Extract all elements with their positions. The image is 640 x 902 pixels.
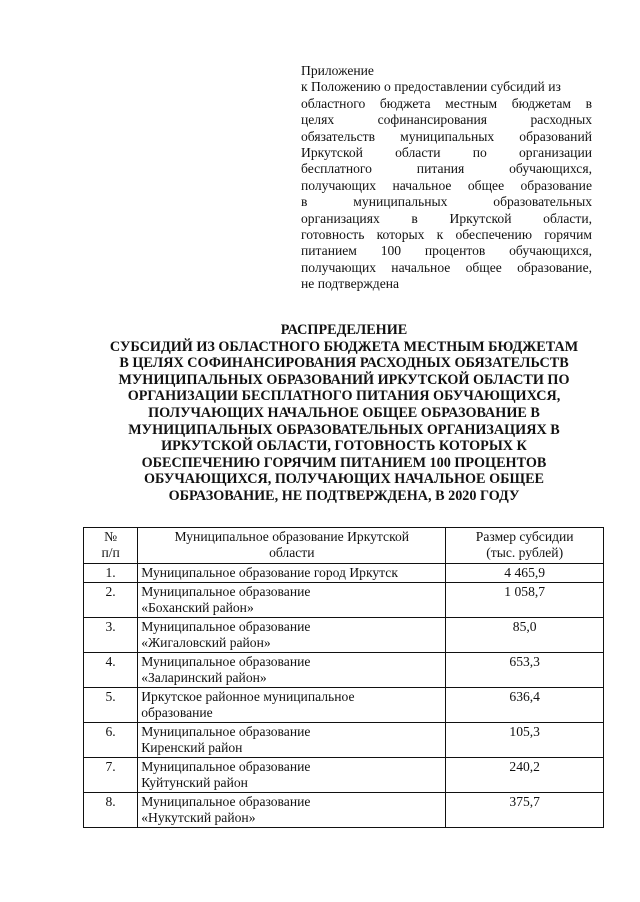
table-row xyxy=(84,722,604,757)
header-number: № п/п xyxy=(84,528,138,564)
row-subsidy-amount: 375,7 xyxy=(446,792,604,827)
appendix-line: Иркутской области по организации xyxy=(301,145,592,161)
appendix-line: получающих начальное общее образование xyxy=(301,177,592,193)
appendix-line: не подтверждена xyxy=(301,276,400,292)
appendix-line: организациях в Иркутской области, xyxy=(301,210,592,226)
appendix-reference xyxy=(301,63,592,293)
row-municipality: Иркутское районное муниципальное образование xyxy=(138,687,446,722)
table-row xyxy=(84,564,604,583)
appendix-line: питанием 100 процентов обучающихся, xyxy=(301,243,592,259)
title-line: ИРКУТСКОЙ ОБЛАСТИ, ГОТОВНОСТЬ КОТОРЫХ К xyxy=(161,438,527,455)
title-line: ОБРАЗОВАНИЕ, НЕ ПОДТВЕРЖДЕНА, В 2020 ГОДУ xyxy=(168,487,520,504)
row-number: 7. xyxy=(84,757,138,792)
table-header-row xyxy=(84,528,604,564)
row-subsidy-amount: 105,3 xyxy=(446,722,604,757)
row-number: 3. xyxy=(84,617,138,652)
appendix-line: получающих начальное общее образование, xyxy=(301,259,592,275)
table-row xyxy=(84,757,604,792)
row-municipality: Муниципальное образование Куйтунский район xyxy=(138,757,446,792)
row-subsidy-amount: 240,2 xyxy=(446,757,604,792)
table-row xyxy=(84,687,604,722)
row-municipality: Муниципальное образование «Боханский район» xyxy=(138,582,446,617)
row-number: 2. xyxy=(84,582,138,617)
title-line: В ЦЕЛЯХ СОФИНАНСИРОВАНИЯ РАСХОДНЫХ ОБЯЗАТЕЛЬСТВ xyxy=(119,355,569,372)
table-row xyxy=(84,792,604,827)
row-number: 1. xyxy=(84,564,138,583)
row-municipality: Муниципальное образование «Заларинский район» xyxy=(138,652,446,687)
row-number: 6. xyxy=(84,722,138,757)
header-municipality: Муниципальное образование Иркутской области xyxy=(138,528,446,564)
row-number: 4. xyxy=(84,652,138,687)
appendix-line: бесплатного питания обучающихся, xyxy=(301,161,592,177)
document-title xyxy=(84,322,604,505)
table-row xyxy=(84,617,604,652)
row-municipality: Муниципальное образование «Нукутский район» xyxy=(138,792,446,827)
row-municipality: Муниципальное образование Киренский район xyxy=(138,722,446,757)
row-subsidy-amount: 1 058,7 xyxy=(446,582,604,617)
title-line: ОРГАНИЗАЦИИ БЕСПЛАТНОГО ПИТАНИЯ ОБУЧАЮЩИХСЯ, xyxy=(127,388,561,405)
title-line: СУБСИДИЙ ИЗ ОБЛАСТНОГО БЮДЖЕТА МЕСТНЫМ БЮДЖЕТАМ xyxy=(109,338,579,355)
row-municipality: Муниципальное образование «Жигаловский район» xyxy=(138,617,446,652)
title-line: ОБУЧАЮЩИХСЯ, ПОЛУЧАЮЩИХ НАЧАЛЬНОЕ ОБЩЕЕ xyxy=(144,471,544,488)
title-line: МУНИЦИПАЛЬНЫХ ОБРАЗОВАНИЙ ИРКУТСКОЙ ОБЛАСТИ ПО xyxy=(118,371,570,388)
row-subsidy-amount: 85,0 xyxy=(446,617,604,652)
subsidy-distribution-table xyxy=(83,527,604,828)
appendix-line: целях софинансирования расходных xyxy=(301,112,592,128)
appendix-line: областного бюджета местным бюджетам в xyxy=(301,95,592,111)
title-line: РАСПРЕДЕЛЕНИЕ xyxy=(280,322,408,338)
appendix-line: в муниципальных образовательных xyxy=(301,194,592,210)
row-number: 8. xyxy=(84,792,138,827)
row-subsidy-amount: 653,3 xyxy=(446,652,604,687)
title-line: ПОЛУЧАЮЩИХ НАЧАЛЬНОЕ ОБЩЕЕ ОБРАЗОВАНИЕ В xyxy=(148,404,540,421)
appendix-line: Приложение xyxy=(301,63,374,78)
row-subsidy-amount: 4 465,9 xyxy=(446,564,604,583)
row-number: 5. xyxy=(84,687,138,722)
title-line: МУНИЦИПАЛЬНЫХ ОБРАЗОВАТЕЛЬНЫХ ОРГАНИЗАЦИЯХ В xyxy=(128,421,560,438)
row-municipality: Муниципальное образование город Иркутск xyxy=(138,564,446,583)
table-row xyxy=(84,582,604,617)
appendix-line: к Положению о предоставлении субсидий из xyxy=(301,79,561,95)
header-subsidy-amount: Размер субсидии (тыс. рублей) xyxy=(446,528,604,564)
row-subsidy-amount: 636,4 xyxy=(446,687,604,722)
appendix-line: готовность которых к обеспечению горячим xyxy=(301,227,592,243)
table-row xyxy=(84,652,604,687)
appendix-line: обязательств муниципальных образований xyxy=(301,128,592,144)
title-line: ОБЕСПЕЧЕНИЮ ГОРЯЧИМ ПИТАНИЕМ 100 ПРОЦЕНТОВ xyxy=(141,454,547,471)
